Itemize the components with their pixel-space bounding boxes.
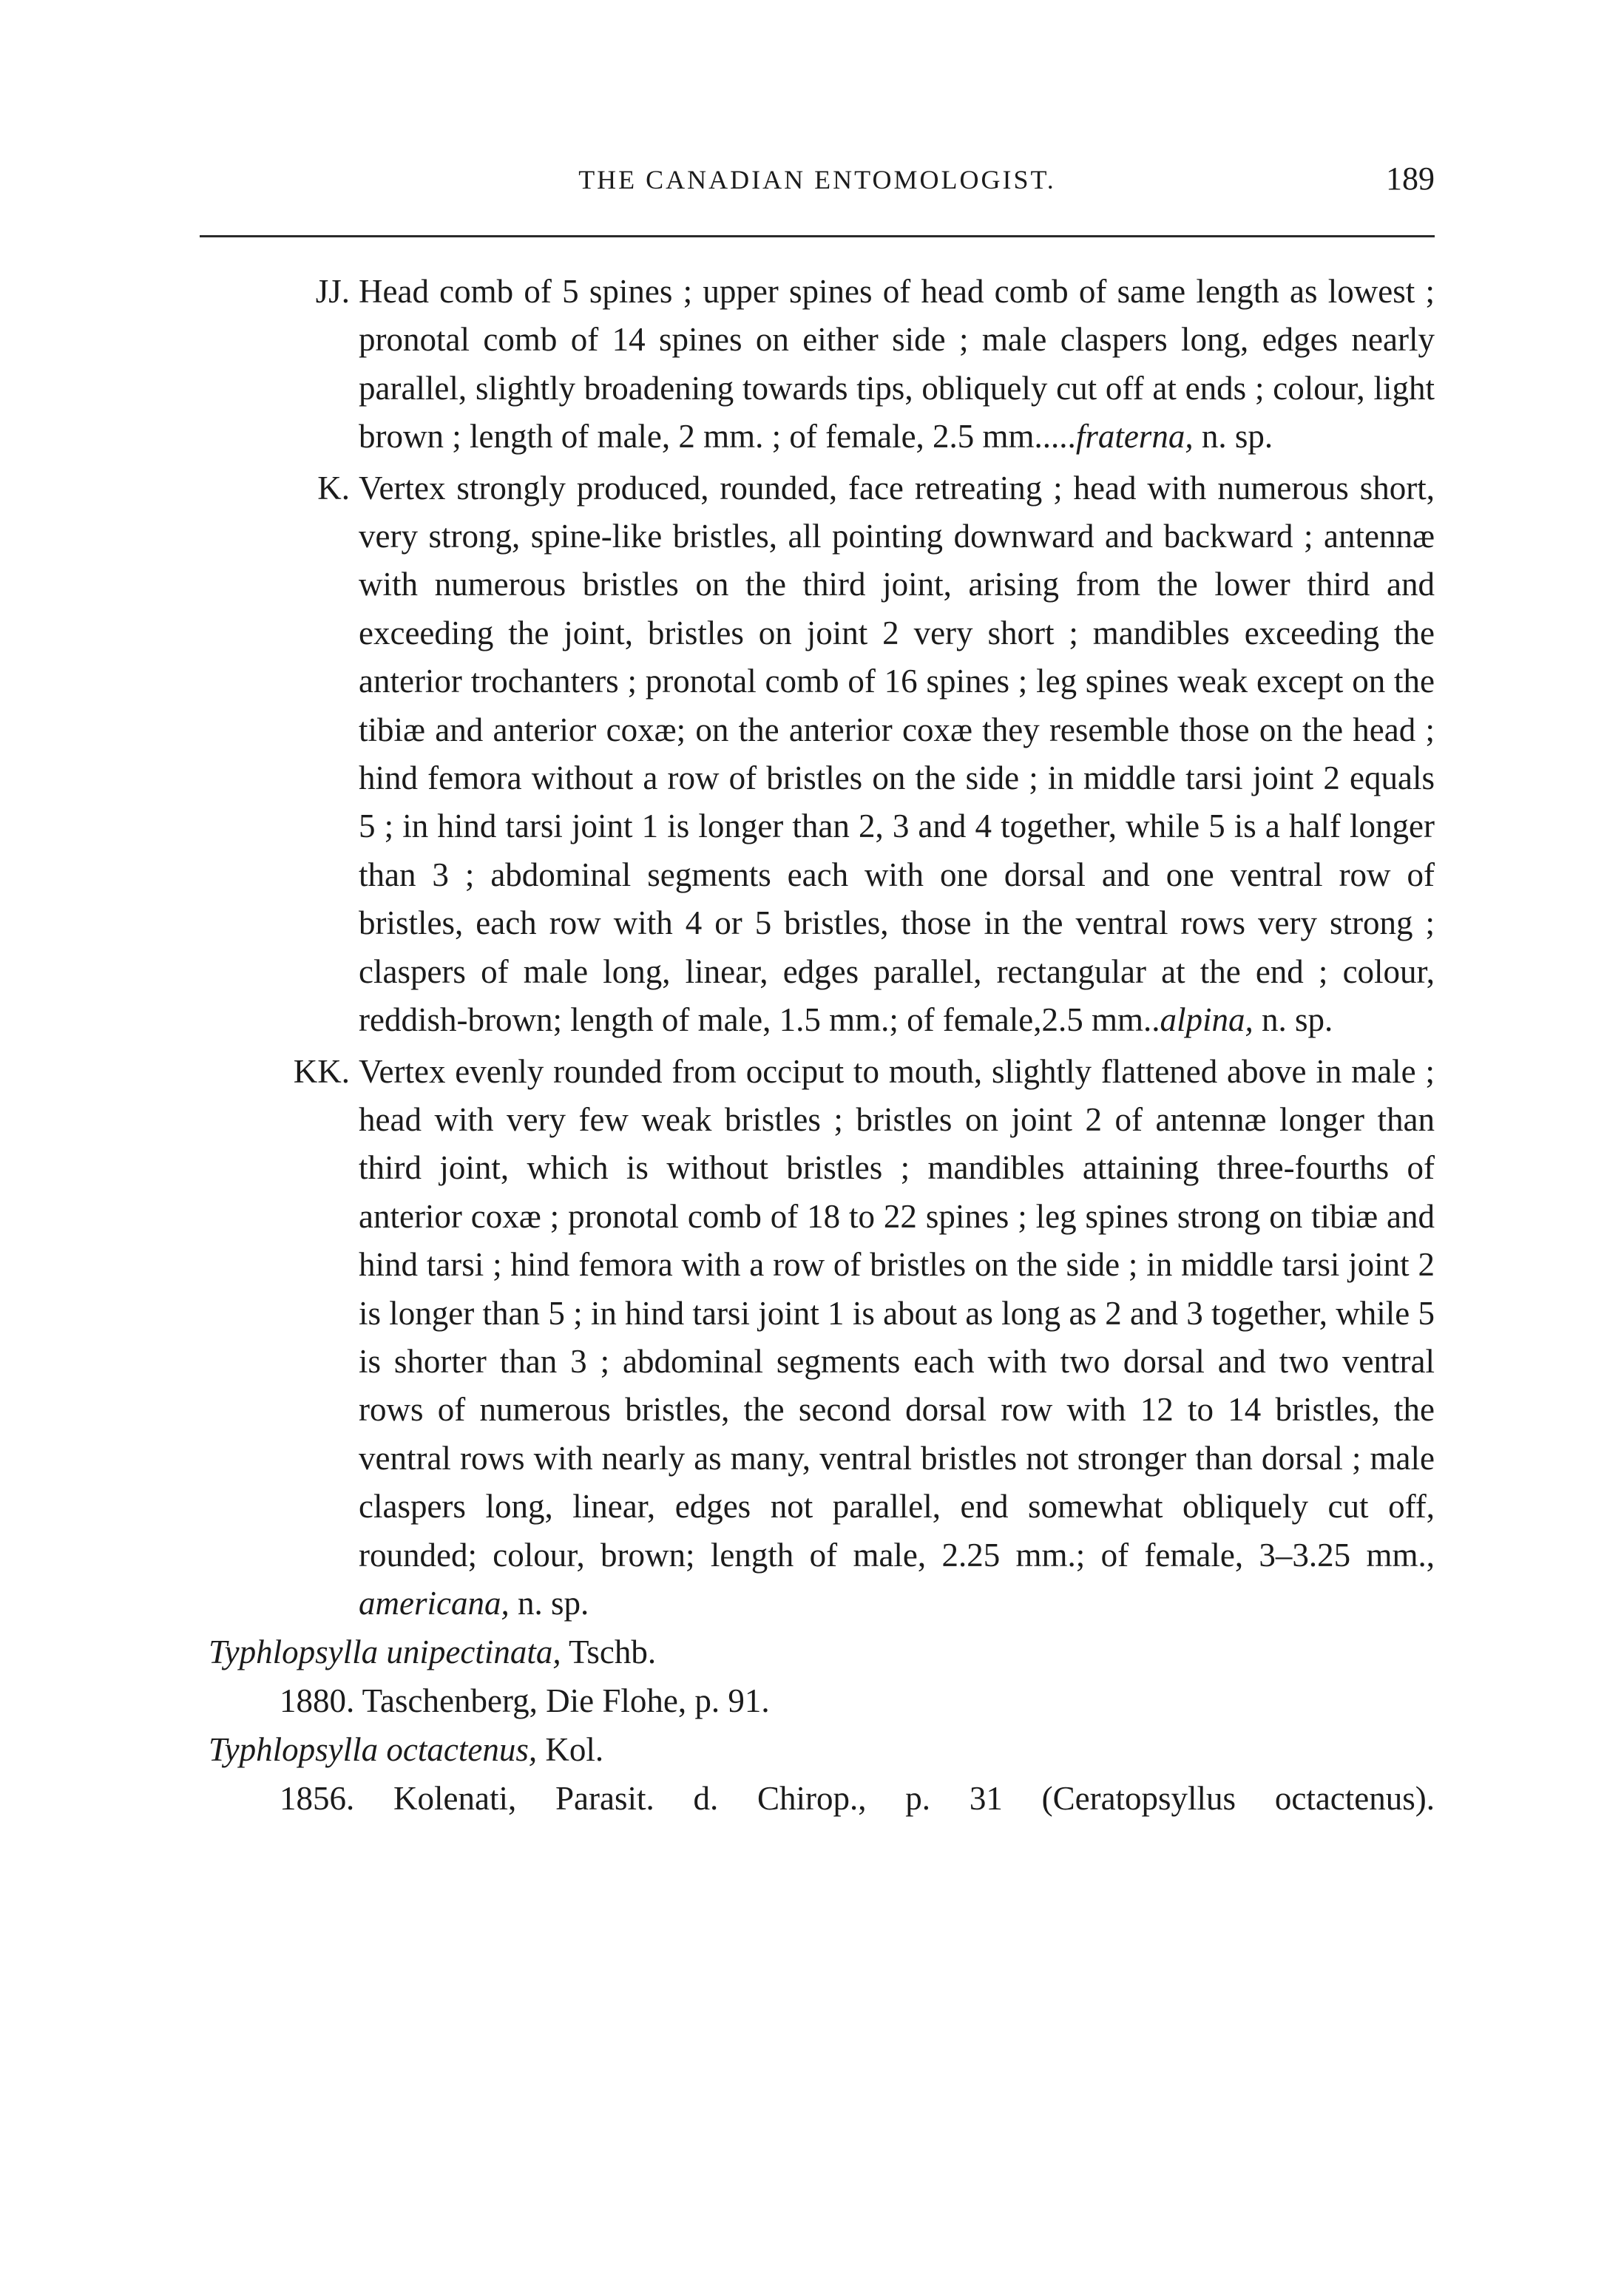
synonym-citation: 1880. Taschenberg, Die Flohe, p. 91.	[280, 1682, 770, 1720]
header-rule	[200, 235, 1435, 237]
entry-label: KK.	[293, 1052, 350, 1090]
key-entry-k	[317, 464, 1435, 1045]
species-suffix: n. sp.	[1253, 1001, 1333, 1039]
synonym-citation: 1856. Kolenati, Parasit. d. Chirop., p. 31 (Ceratopsyllus octactenus).	[280, 1780, 1435, 1818]
taxon-author: Kol.	[537, 1731, 604, 1769]
species-name: fraterna,	[1075, 418, 1194, 456]
entry-text: Vertex evenly rounded from occiput to mouth, slightly flattened above in male ; head with very few weak bristles ; bristles on joint 2 of antennæ longer than third joint, which is without bristles ; mandibles attaining three-fourths of anterior coxæ ; pronotal comb of 18 to 22 spines ; leg spines strong on tibiæ and hind tarsi ; hind femora with a row of bristles on the side ; in middle tarsi joint 2 is longer than 5 ; in hind tarsi joint 1 is about as long as 2 and 3 together, while 5 is shorter than 3 ; abdominal segments each with two dorsal and two ventral rows of numerous bristles, the second dorsal row with 12 to 14 bristles, the ventral rows with nearly as many, ventral bristles not stronger than dorsal ; male claspers long, linear, edges not parallel, end somewhat obliquely cut off, rounded; colour, brown; length of male, 2.25 mm.; of female, 3–3.25 mm.,	[359, 1052, 1435, 1574]
taxon-name: Typhlopsylla octactenus,	[209, 1731, 538, 1769]
taxon-author: Tschb.	[561, 1633, 657, 1671]
key-entry-kk	[293, 1048, 1435, 1628]
species-name: alpina,	[1160, 1001, 1253, 1039]
entry-text: Vertex strongly produced, rounded, face retreating ; head with numerous short, very strong, spine-like bristles, all pointing downward and backward ; antennæ with numerous bristles on the third joint, arising from the lower third and exceeding the joint, bristles on joint 2 very short ; mandibles exceeding the anterior trochanters ; pronotal comb of 16 spines ; leg spines weak except on the tibiæ and anterior coxæ; on the anterior coxæ they resemble those on the head ; hind femora without a row of bristles on the side ; in middle tarsi joint 2 equals 5 ; in hind tarsi joint 1 is longer than 2, 3 and 4 together, while 5 is a half longer than 3 ; abdominal segments each with one dorsal and one ventral row of bristles, each row with 4 or 5 bristles, those in the ventral rows very strong ; claspers of male long, linear, edges parallel, rectangular at the end ; colour, reddish-brown; length of male, 1.5 mm.; of female,2.5 mm..	[359, 469, 1435, 1039]
entry-text: Head comb of 5 spines ; upper spines of head comb of same length as lowest ; pronotal comb of 14 spines on either side ; male claspers long, edges nearly parallel, slightly broadening towards tips, obliquely cut off at ends ; colour, light brown ; length of male, 2 mm. ; of female, 2.5 mm.....	[359, 273, 1435, 456]
key-text	[0, 268, 1624, 1823]
species-suffix: n. sp.	[509, 1584, 589, 1622]
running-header	[200, 160, 1435, 209]
journal-title: THE CANADIAN ENTOMOLOGIST.	[578, 165, 1056, 194]
species-name: americana,	[359, 1584, 510, 1622]
synonym-name	[209, 1725, 1624, 1774]
entry-label: JJ.	[315, 273, 350, 310]
page-number: 189	[1386, 160, 1435, 197]
synonym-name	[209, 1628, 1624, 1676]
species-suffix: n. sp.	[1193, 418, 1273, 456]
taxon-name: Typhlopsylla unipectinata,	[209, 1633, 561, 1671]
key-entry-jj	[315, 268, 1435, 461]
entry-label: K.	[317, 469, 350, 507]
